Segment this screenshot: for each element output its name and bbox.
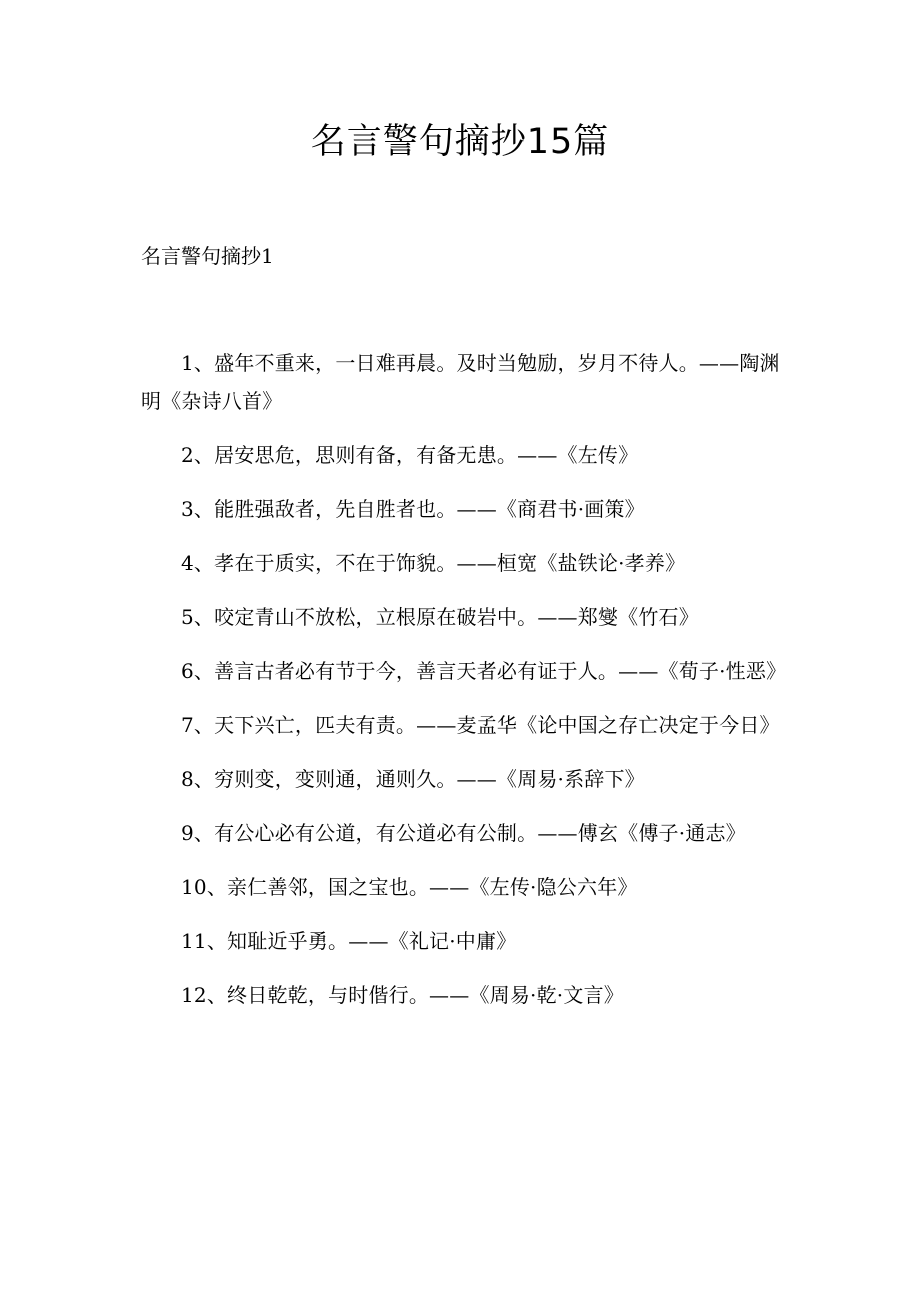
document-title: 名言警句摘抄15篇 (310, 122, 610, 162)
quote-item: 3、能胜强敌者，先自胜者也。——《商君书·画策》 (181, 497, 645, 521)
quote-item: 11、知耻近乎勇。——《礼记·中庸》 (181, 929, 517, 953)
quote-item: 10、亲仁善邻，国之宝也。——《左传·隐公六年》 (181, 875, 638, 899)
quote-item: 9、有公心必有公道，有公道必有公制。——傅玄《傅子·通志》 (181, 821, 746, 845)
quote-item: 1、盛年不重来，一日难再晨。及时当勉励，岁月不待人。——陶渊明《杂诗八首》 (141, 351, 780, 413)
quote-item: 2、居安思危，思则有备，有备无患。——《左传》 (181, 443, 639, 467)
quote-list (141, 344, 785, 1030)
quote-item: 5、咬定青山不放松，立根原在破岩中。——郑燮《竹石》 (181, 605, 699, 629)
quote-item: 7、天下兴亡，匹夫有责。——麦孟华《论中国之存亡决定于今日》 (181, 713, 780, 737)
quote-item: 6、善言古者必有节于今，善言天者必有证于人。——《荀子·性恶》 (181, 659, 787, 683)
section-heading: 名言警句摘抄1 (141, 244, 274, 268)
quote-item: 4、孝在于质实，不在于饰貌。——桓宽《盐铁论·孝养》 (181, 551, 686, 575)
quote-item: 8、穷则变，变则通，通则久。——《周易·系辞下》 (181, 767, 645, 791)
quote-item: 12、终日乾乾，与时偕行。——《周易·乾·文言》 (181, 983, 624, 1007)
